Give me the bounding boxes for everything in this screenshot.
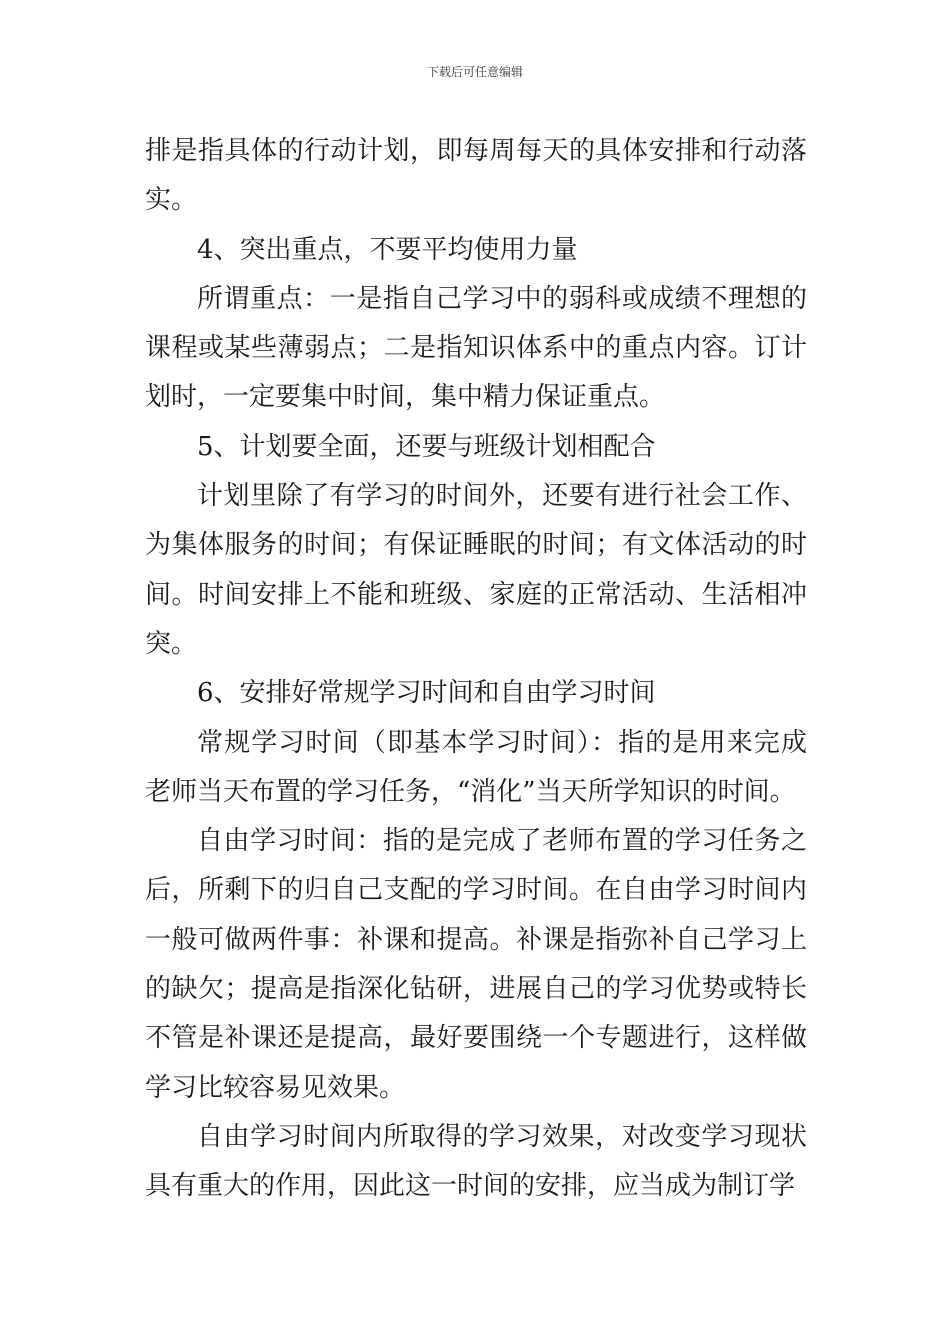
section-heading-4: 4、突出重点，不要平均使用力量 <box>197 234 578 265</box>
paragraph-regular-study-time: 常规学习时间（即基本学习时间）：指的是用来完成老师当天布置的学习任务，“消化”当天所学知识的时间。 <box>145 727 807 807</box>
section-heading-5: 5、计划要全面，还要与班级计划相配合 <box>197 431 656 462</box>
paragraph-continuation: 排是指具体的行动计划，即每周每天的具体安排和行动落实。 <box>145 136 807 216</box>
paragraph-comprehensive-plan: 计划里除了有学习的时间外，还要有进行社会工作、为集体服务的时间；有保证睡眠的时间；有文体活动的时间。时间安排上不能和班级、家庭的正常活动、生活相冲突。 <box>145 481 807 659</box>
paragraph-focus-points: 所谓重点：一是指自己学习中的弱科或成绩不理想的课程或某些薄弱点；二是指知识体系中的重点内容。订计划时，一定要集中时间，集中精力保证重点。 <box>145 283 807 413</box>
paragraph-free-study-effect: 自由学习时间内所取得的学习效果，对改变学习现状具有重大的作用，因此这一时间的安排，应当成为制订学 <box>145 1121 807 1202</box>
section-heading-6: 6、安排好常规学习时间和自由学习时间 <box>197 678 656 709</box>
document-body <box>145 127 807 1212</box>
paragraph-free-study-time: 自由学习时间：指的是完成了老师布置的学习任务之后，所剩下的归自己支配的学习时间。在自由学习时间内一般可做两件事：补课和提高。补课是指弥补自己学习上的缺欠；提高是指深化钻研，进展自己的学习优势或特长不管是补课还是提高，最好要围绕一个专题进行，这样做学习比较容易见效果。 <box>145 826 807 1103</box>
page-header: 下载后可任意编辑 <box>426 65 523 79</box>
